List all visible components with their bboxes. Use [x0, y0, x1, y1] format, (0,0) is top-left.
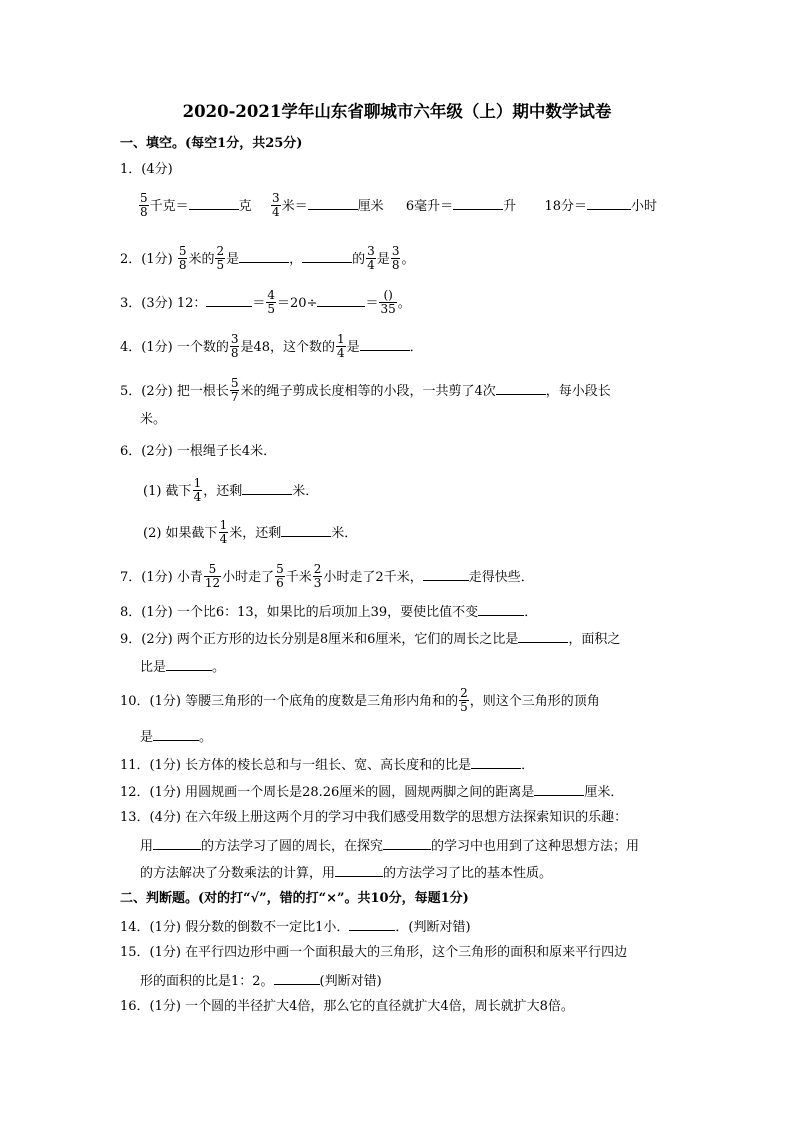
answer-blank[interactable] [189, 195, 239, 210]
q9-cont: 比是 。 [140, 656, 225, 678]
q16: 16．(1分) 一个圆的半径扩大4倍，那么它的直径就扩大4倍，周长就扩大8倍。 [120, 999, 574, 1014]
fraction: $\frac{3}{4}$ [367, 244, 375, 272]
answer-blank[interactable] [518, 628, 568, 643]
answer-blank[interactable] [496, 380, 546, 395]
fraction[interactable]: $\frac{()}{35}$ [380, 288, 396, 316]
q2: 2．(1分) $\frac{5}{8}$ 米的 $\frac{2}{5}$ 是 ， 的 $\frac{3}{4}$ 是 $\frac{3}{8}$ 。 [120, 244, 415, 272]
fraction: $\frac{2}{5}$ [460, 686, 468, 714]
answer-blank[interactable] [302, 248, 352, 263]
q13-line3: 的方法解决了分数乘法的计算，用 的方法学习了比的基本性质。 [140, 862, 552, 884]
q5: 5．(2分) 把一根长 $\frac{5}{7}$ 米的绳子剪成长度相等的小段，一共剪了4次 ，每小段长 [120, 376, 611, 404]
answer-blank[interactable] [308, 195, 358, 210]
q11: 11．(1分) 长方体的棱长总和与一组长、宽、高长度和的比是 ． [120, 754, 534, 776]
answer-blank[interactable] [153, 726, 199, 741]
section-2-header: 二、判断题。(对的打“√”，错的打“×”。共10分，每题1分) [120, 891, 469, 906]
q1-label: 1．(4分) [120, 162, 173, 177]
q4: 4．(1分) 一个数的 $\frac{3}{8}$ 是48，这个数的 $\frac{1}{4}$ 是 ． [120, 332, 423, 360]
page-title: 2020-2021学年山东省聊城市六年级（上）期中数学试卷 [182, 102, 612, 121]
answer-blank[interactable] [478, 601, 524, 616]
q7: 7．(1分) 小青 $\frac{5}{12}$ 小时走了 $\frac{5}{6}$ 千米 $\frac{2}{3}$ 小时走了2千米， 走得快些． [120, 562, 534, 590]
answer-blank[interactable] [349, 916, 395, 931]
fraction: $\frac{5}{8}$ [140, 191, 148, 219]
section-1-header: 一、填空。(每空1分，共25分) [120, 136, 303, 151]
answer-blank[interactable] [317, 292, 365, 307]
q14: 14．(1分) 假分数的倒数不一定比1小． ．(判断对错) [120, 916, 471, 938]
answer-blank[interactable] [335, 862, 383, 877]
q6-part2: (2) 如果截下 $\frac{1}{4}$ 米，还剩 米． [143, 518, 358, 546]
q1-row: $\frac{5}{8}$ 千克＝ 克 $\frac{3}{4}$ 米＝ 厘米 6毫升＝ 升 18分＝ 小时 [140, 191, 658, 219]
answer-blank[interactable] [534, 781, 584, 796]
fraction: $\frac{5}{12}$ [204, 562, 221, 590]
fraction: $\frac{5}{8}$ [178, 244, 187, 272]
answer-blank[interactable] [423, 566, 469, 581]
q10: 10．(1分) 等腰三角形的一个底角的度数是三角形内角和的 $\frac{2}{5}$ ，则这个三角形的顶角 [120, 686, 600, 714]
q13-line2: 用 的方法学习了圆的周长，在探究 的学习中也用到了这种思想方法；用 [140, 835, 639, 857]
q5-cont: 米。 [140, 412, 167, 427]
fraction: $\frac{2}{5}$ [216, 244, 225, 272]
answer-blank[interactable] [453, 195, 503, 210]
fraction: $\frac{1}{4}$ [337, 332, 345, 360]
q13: 13．(4分) 在六年级上册这两个月的学习中我们感受用数学的思想方法探索知识的乐趣： [120, 810, 628, 825]
answer-blank[interactable] [242, 480, 292, 495]
q12: 12．(1分) 用圆规画一个周长是28.26厘米的圆，圆规两脚之间的距离是 厘米． [120, 781, 623, 803]
fraction: $\frac{2}{3}$ [313, 562, 322, 590]
q3: 3．(3分) 12： ＝ $\frac{4}{5}$ ＝20÷ ＝ $\frac{()}{35}$ 。 [120, 288, 411, 316]
q8: 8．(1分) 一个比6：13，如果比的后项加上39，要使比值不变 ． [120, 601, 537, 623]
answer-blank[interactable] [239, 248, 289, 263]
q10-cont: 是 。 [140, 726, 212, 748]
q15-cont: 形的面积的比是1：2。 (判断对错) [140, 970, 382, 992]
fraction: $\frac{4}{5}$ [267, 288, 276, 316]
answer-blank[interactable] [274, 970, 320, 985]
fraction: $\frac{3}{8}$ [391, 244, 400, 272]
answer-blank[interactable] [153, 835, 201, 850]
answer-blank[interactable] [471, 754, 521, 769]
answer-blank[interactable] [206, 292, 252, 307]
q6: 6．(2分) 一根绳子长4米． [120, 444, 277, 459]
fraction: $\frac{3}{4}$ [271, 191, 280, 219]
fraction: $\frac{3}{8}$ [230, 332, 239, 360]
answer-blank[interactable] [587, 195, 631, 210]
fraction: $\frac{5}{6}$ [276, 562, 284, 590]
answer-blank[interactable] [166, 656, 212, 671]
answer-blank[interactable] [360, 336, 410, 351]
q15: 15．(1分) 在平行四边形中画一个面积最大的三角形，这个三角形的面积和原来平行四边 [120, 945, 628, 960]
fraction: $\frac{5}{7}$ [230, 376, 239, 404]
q9: 9．(2分) 两个正方形的边长分别是8厘米和6厘米，它们的周长之比是 ，面积之 [120, 628, 620, 650]
answer-blank[interactable] [383, 835, 431, 850]
answer-blank[interactable] [281, 522, 331, 537]
fraction: $\frac{1}{4}$ [219, 518, 228, 546]
q6-part1: (1) 截下 $\frac{1}{4}$ ，还剩 米． [143, 476, 319, 504]
fraction: $\frac{1}{4}$ [193, 476, 202, 504]
